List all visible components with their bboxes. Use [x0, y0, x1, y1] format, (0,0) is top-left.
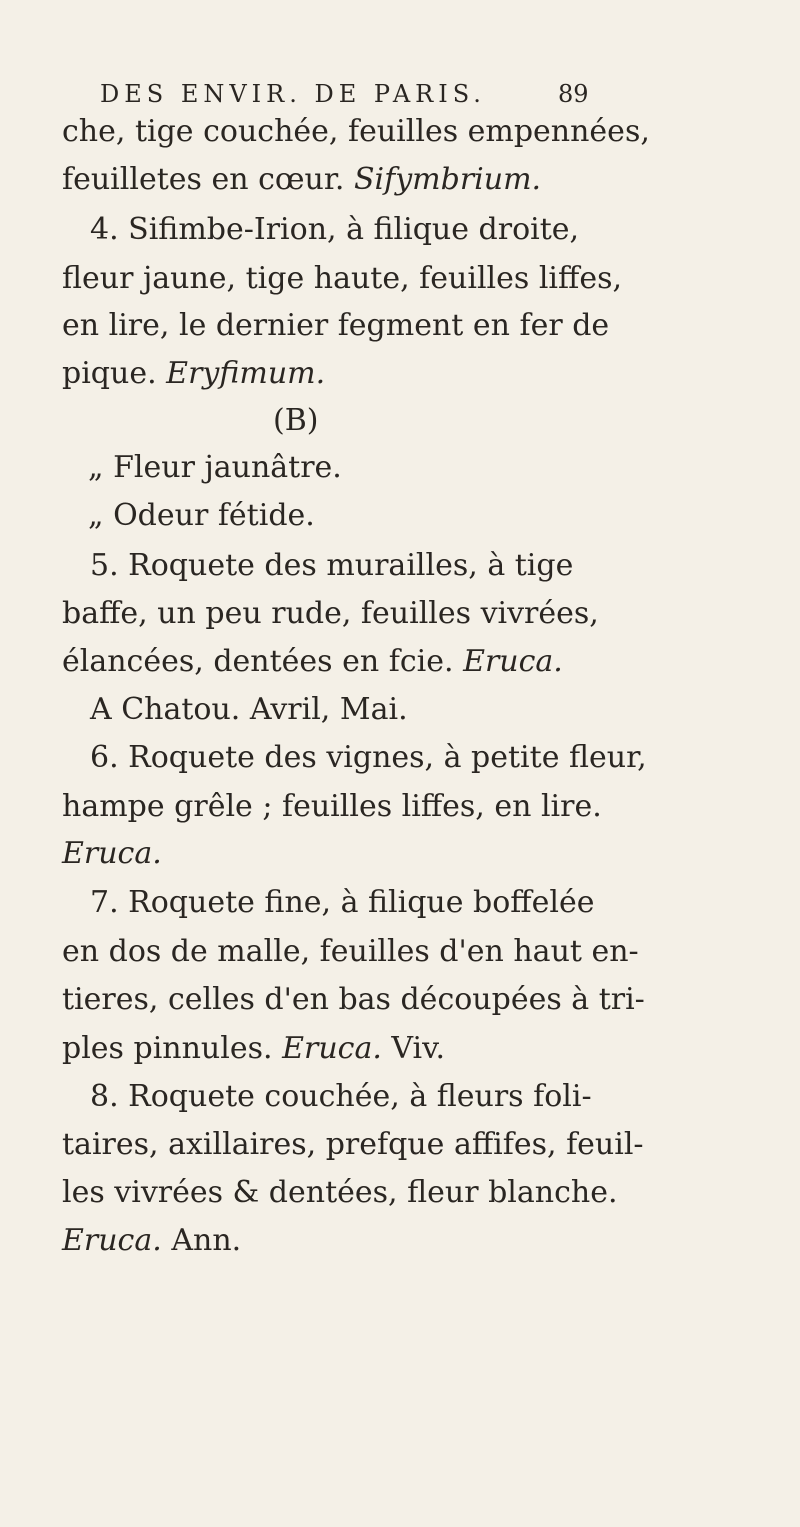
text-line: baffe, un peu rude, feuilles vivrées,	[62, 596, 599, 631]
text-line: che, tige couchée, feuilles empennées,	[62, 114, 650, 149]
running-title: DES ENVIR. DE PARIS.	[100, 80, 486, 108]
running-header	[100, 80, 700, 108]
text-line: en dos de malle, feuilles d'en haut en-	[62, 934, 639, 969]
text-line: pique. Eryfimum.	[62, 356, 326, 391]
text-line: les vivrées & dentées, fleur blanche.	[62, 1175, 618, 1210]
text-line: „ Fleur jaunâtre.	[88, 450, 342, 485]
text-line: 6. Roquete des vignes, à petite fleur,	[90, 740, 647, 775]
text-line: 7. Roquete fine, à filique boffelée	[90, 885, 595, 920]
text-line: tieres, celles d'en bas découpées à tri-	[62, 982, 645, 1017]
text-line: 8. Roquete couchée, à fleurs foli-	[90, 1079, 592, 1114]
section-label: (B)	[273, 403, 319, 438]
text-line: 4. Sifimbe-Irion, à filique droite,	[90, 212, 580, 247]
page-number: 89	[558, 80, 589, 108]
text-line: élancées, dentées en fcie. Eruca.	[62, 644, 563, 679]
text-line: ples pinnules. Eruca. Viv.	[62, 1031, 446, 1066]
text-line: Eruca. Ann.	[62, 1223, 242, 1258]
text-line: A Chatou. Avril, Mai.	[90, 692, 408, 727]
text-line: feuilletes en cœur. Sifymbrium.	[62, 162, 542, 197]
text-line: fleur jaune, tige haute, feuilles liffes,	[62, 261, 623, 296]
text-line: „ Odeur fétide.	[88, 498, 315, 533]
text-line: en lire, le dernier fegment en fer de	[62, 308, 610, 343]
text-line: 5. Roquete des murailles, à tige	[90, 548, 574, 583]
text-line: taires, axillaires, prefque affifes, feuil-	[62, 1127, 644, 1162]
text-line: hampe grêle ; feuilles liffes, en lire.	[62, 789, 602, 824]
text-line: Eruca.	[62, 836, 162, 871]
